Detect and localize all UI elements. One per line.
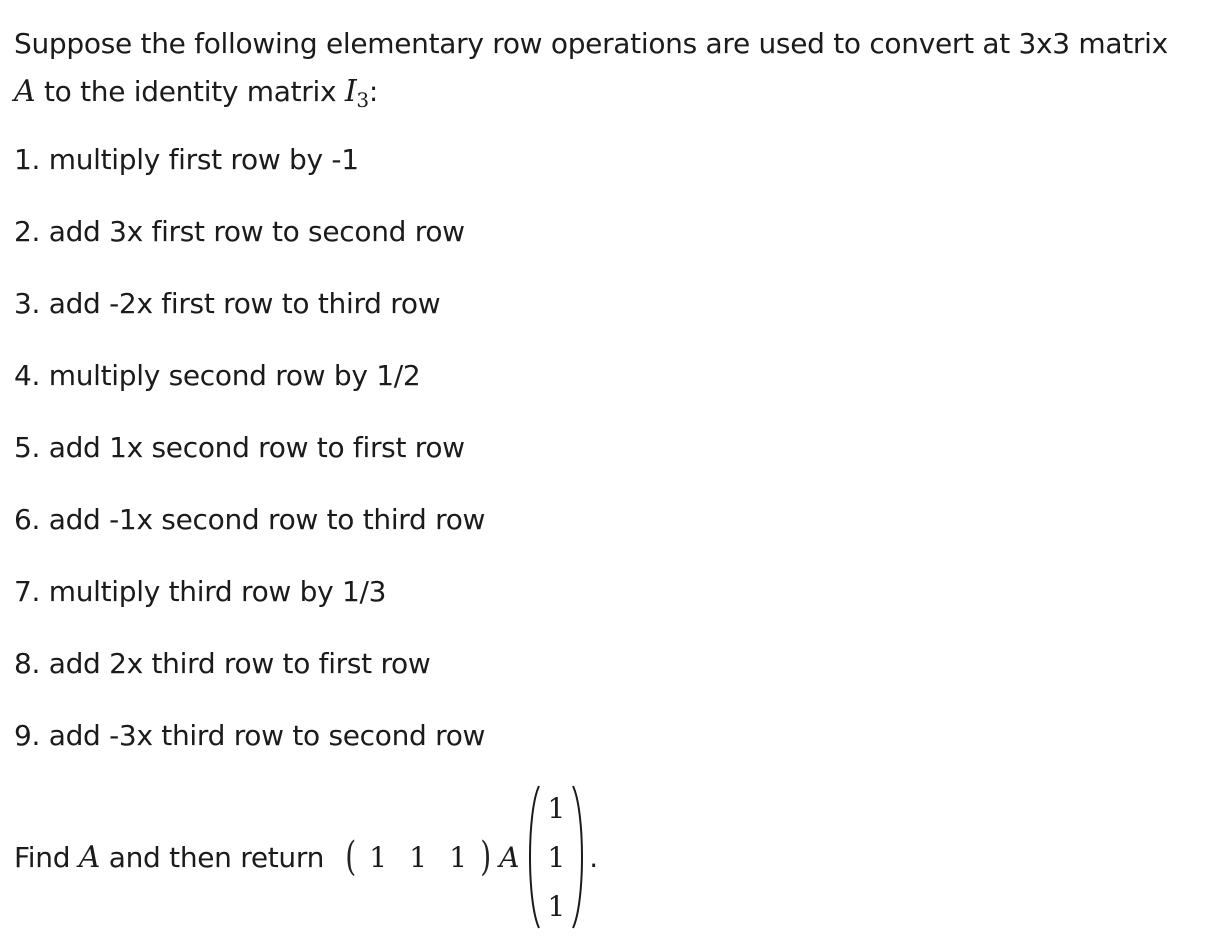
left-paren-icon: ( xyxy=(344,834,356,880)
right-paren-icon: ) xyxy=(480,834,491,880)
step-5: 5. add 1x second row to first row xyxy=(14,431,465,464)
step-2: 2. add 3x first row to second row xyxy=(14,215,465,248)
row-operations-list xyxy=(14,140,485,788)
intro-line-2-text: to the identity matrix xyxy=(35,75,345,108)
intro-colon: : xyxy=(368,75,378,108)
question-prefix: Find xyxy=(14,840,79,874)
right-big-paren-icon xyxy=(571,782,587,932)
row-vector xyxy=(343,834,494,880)
question-period: . xyxy=(589,840,598,874)
question-matrix-symbol: A xyxy=(78,839,101,875)
step-6: 6. add -1x second row to third row xyxy=(14,503,486,536)
step-8: 8. add 2x third row to first row xyxy=(14,647,431,680)
intro-line-2 xyxy=(14,68,1168,118)
matrix-symbol-a: A xyxy=(14,74,36,109)
column-vector-entry: 1 xyxy=(547,889,565,923)
row-vector-entry: 1 xyxy=(409,840,427,874)
question-line xyxy=(14,782,598,932)
product-matrix-symbol: A xyxy=(499,840,520,874)
row-vector-entry: 1 xyxy=(449,840,467,874)
problem-intro xyxy=(14,20,1168,118)
step-9: 9. add -3x third row to second row xyxy=(14,719,486,752)
identity-subscript: 3 xyxy=(356,88,369,112)
identity-symbol: I xyxy=(344,74,357,109)
column-vector-entry: 1 xyxy=(547,840,565,874)
step-3: 3. add -2x first row to third row xyxy=(14,287,441,320)
step-7: 7. multiply third row by 1/3 xyxy=(14,575,387,608)
column-vector xyxy=(525,782,587,932)
row-vector-entry: 1 xyxy=(369,840,387,874)
question-middle: and then return xyxy=(100,840,333,874)
column-vector-entry: 1 xyxy=(547,791,565,825)
step-4: 4. multiply second row by 1/2 xyxy=(14,359,421,392)
intro-line-1: Suppose the following elementary row operations are used to convert at 3x3 matrix xyxy=(14,27,1168,60)
column-vector-entries xyxy=(541,784,571,931)
left-big-paren-icon xyxy=(525,782,541,932)
step-1: 1. multiply first row by -1 xyxy=(14,143,359,176)
